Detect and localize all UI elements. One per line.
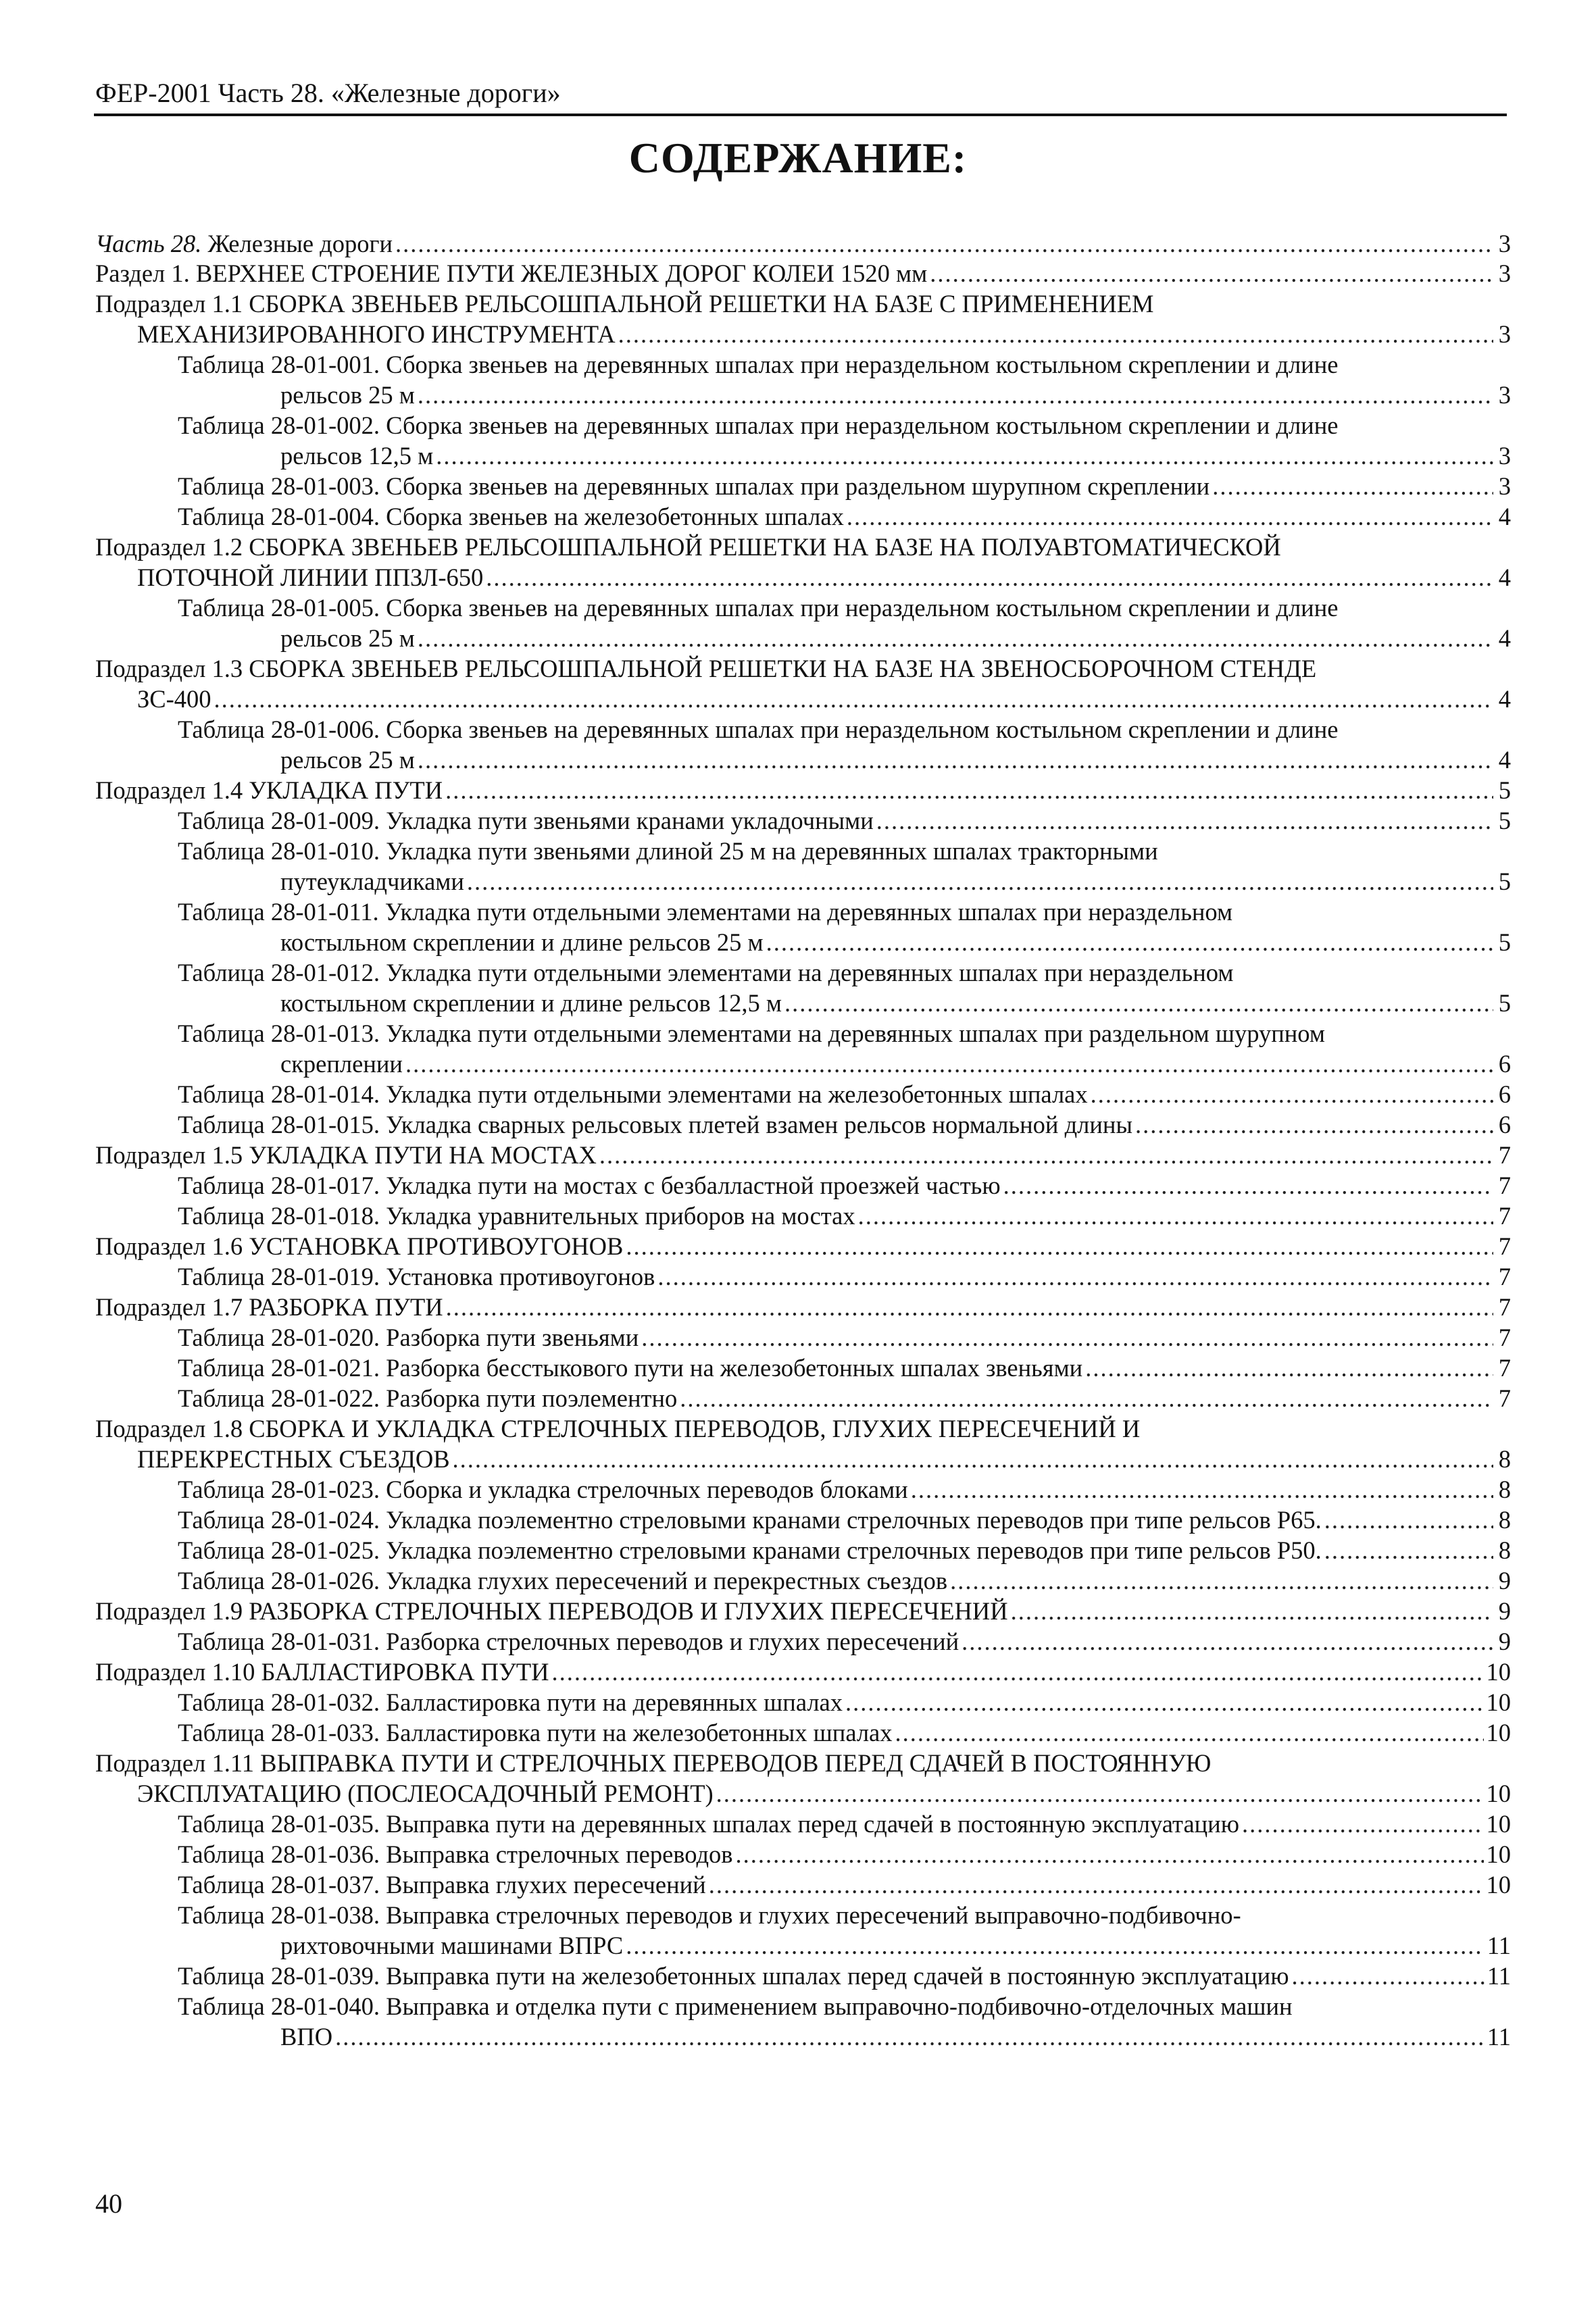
- dot-leader: [858, 1201, 1493, 1231]
- dot-leader: [1003, 1171, 1493, 1201]
- toc-page-number: 11: [1487, 2023, 1511, 2051]
- dot-leader: [1212, 472, 1493, 501]
- dot-leader: [1291, 1961, 1484, 1991]
- toc-entry: [178, 836, 1511, 866]
- dot-leader: [446, 1292, 1493, 1322]
- dot-leader: [736, 1840, 1484, 1869]
- toc-page-number: 5: [1498, 867, 1511, 895]
- toc-entry-text: костыльном скреплении и длине рельсов 25 м: [280, 928, 764, 956]
- toc-page-number: 8: [1498, 1476, 1511, 1503]
- dot-leader: [709, 1870, 1484, 1900]
- toc-entry: [178, 502, 1511, 532]
- toc-page-number: 7: [1498, 1263, 1511, 1290]
- page-number: 40: [95, 2188, 122, 2219]
- toc-entry-text: Подраздел 1.9 РАЗБОРКА СТРЕЛОЧНЫХ ПЕРЕВОДОВ И ГЛУХИХ ПЕРЕСЕЧЕНИЙ: [95, 1597, 1008, 1625]
- toc-entry: [95, 776, 1511, 805]
- toc-page-number: 3: [1498, 442, 1511, 470]
- toc-entry: [178, 593, 1511, 623]
- toc-entry-text: Таблица 28-01-037. Выправка глухих пересечений: [178, 1871, 706, 1898]
- toc-page-number: 7: [1498, 1172, 1511, 1199]
- toc-page-number: 6: [1498, 1080, 1511, 1108]
- toc-part-label: Часть 28.: [95, 230, 202, 257]
- toc-entry-text: Таблица 28-01-033. Балластировка пути на железобетонных шпалах: [178, 1719, 893, 1746]
- dot-leader: [626, 1232, 1493, 1261]
- toc-page-number: 6: [1498, 1050, 1511, 1078]
- toc-entry: [95, 229, 1511, 259]
- toc-page-number: 7: [1498, 1354, 1511, 1382]
- toc-entry-text: Подраздел 1.1 СБОРКА ЗВЕНЬЕВ РЕЛЬСОШПАЛЬНОЙ РЕШЕТКИ НА БАЗЕ С ПРИМЕНЕНИЕМ: [95, 290, 1154, 318]
- toc-page-number: 8: [1498, 1536, 1511, 1564]
- toc-page-number: 3: [1498, 381, 1511, 409]
- dot-leader: [214, 684, 1493, 714]
- toc-entry-text: Таблица 28-01-024. Укладка поэлементно стреловыми кранами стрелочных переводов при типе рельсов Р65.: [178, 1506, 1322, 1534]
- toc-entry: [280, 988, 1511, 1018]
- toc-page-number: 8: [1498, 1445, 1511, 1473]
- toc-page-number: 9: [1498, 1628, 1511, 1655]
- toc-entry-text: Раздел 1. ВЕРХНЕЕ СТРОЕНИЕ ПУТИ ЖЕЛЕЗНЫХ ДОРОГ КОЛЕИ 1520 мм: [95, 259, 928, 287]
- toc-entry-text: Подраздел 1.6 УСТАНОВКА ПРОТИВОУГОНОВ: [95, 1232, 624, 1260]
- toc-entry-text: Таблица 28-01-014. Укладка пути отдельными элементами на железобетонных шпалах: [178, 1080, 1088, 1108]
- toc-entry-text: путеукладчиками: [280, 867, 464, 895]
- toc-entry: [95, 1292, 1511, 1322]
- dot-leader: [847, 502, 1493, 532]
- dot-leader: [418, 745, 1493, 775]
- toc-page-number: 4: [1498, 746, 1511, 774]
- toc-entry: [95, 1749, 1511, 1778]
- toc-entry: [95, 1657, 1511, 1687]
- toc-entry-text: Таблица 28-01-019. Установка противоугонов: [178, 1263, 655, 1290]
- toc-entry-text: Таблица 28-01-011. Укладка пути отдельными элементами на деревянных шпалах при нераздельном: [178, 898, 1233, 926]
- dot-leader: [453, 1444, 1493, 1474]
- toc-entry-text: Таблица 28-01-039. Выправка пути на железобетонных шпалах перед сдачей в постоянную эксплуатацию: [178, 1962, 1289, 1990]
- toc-entry-text: Таблица 28-01-013. Укладка пути отдельными элементами на деревянных шпалах при раздельном шурупном: [178, 1020, 1325, 1047]
- toc-entry-text: Подраздел 1.4 УКЛАДКА ПУТИ: [95, 776, 443, 804]
- toc-entry-text: Подраздел 1.2 СБОРКА ЗВЕНЬЕВ РЕЛЬСОШПАЛЬНОЙ РЕШЕТКИ НА БАЗЕ НА ПОЛУАВТОМАТИЧЕСКОЙ: [95, 533, 1281, 561]
- toc-page-number: 10: [1486, 1780, 1511, 1807]
- toc-page-number: 4: [1498, 624, 1511, 652]
- toc-entry: [280, 745, 1511, 775]
- toc-entry: [178, 1262, 1511, 1292]
- toc-entry: [178, 897, 1511, 927]
- toc-entry: [178, 1870, 1511, 1900]
- toc-page-number: 7: [1498, 1141, 1511, 1169]
- dot-leader: [445, 776, 1493, 805]
- toc-entry: [178, 1110, 1511, 1140]
- toc-entry-text: рельсов 25 м: [280, 746, 415, 774]
- toc-entry: [137, 1444, 1511, 1474]
- toc-page-number: 7: [1498, 1202, 1511, 1230]
- toc-entry-text: Таблица 28-01-005. Сборка звеньев на деревянных шпалах при нераздельном костыльном скреплении и длине: [178, 594, 1339, 622]
- toc-entry-text: Подраздел 1.11 ВЫПРАВКА ПУТИ И СТРЕЛОЧНЫХ ПЕРЕВОДОВ ПЕРЕД СДАЧЕЙ В ПОСТОЯННУЮ: [95, 1749, 1212, 1777]
- toc-entry: [178, 1201, 1511, 1231]
- toc-page-number: 4: [1498, 503, 1511, 530]
- toc-page-number: 6: [1498, 1111, 1511, 1138]
- toc-entry-text: [95, 229, 393, 259]
- toc-entry: [137, 563, 1511, 593]
- toc-entry: [178, 806, 1511, 836]
- toc-entry-text: Таблица 28-01-010. Укладка пути звеньями длиной 25 м на деревянных шпалах тракторными: [178, 837, 1158, 865]
- toc-entry-text: Таблица 28-01-004. Сборка звеньев на железобетонных шпалах: [178, 503, 844, 530]
- toc-entry: [280, 928, 1511, 957]
- toc-entry-text: Таблица 28-01-003. Сборка звеньев на деревянных шпалах при раздельном шурупном скреплении: [178, 472, 1210, 500]
- toc-entry: [280, 624, 1511, 653]
- toc-entry: [178, 1961, 1511, 1991]
- dot-leader: [436, 441, 1493, 471]
- toc-part-title: Железные дороги: [201, 230, 393, 257]
- toc-page-number: 11: [1487, 1932, 1511, 1959]
- toc-page-number: 5: [1498, 928, 1511, 956]
- toc-page-number: 11: [1487, 1962, 1511, 1990]
- toc-entry: [178, 1809, 1511, 1839]
- toc-page-number: 10: [1486, 1871, 1511, 1898]
- toc-page-number: 10: [1486, 1719, 1511, 1746]
- toc-entry: [95, 654, 1511, 684]
- dot-leader: [766, 928, 1493, 957]
- toc-entry: [178, 1019, 1511, 1049]
- toc-entry-text: ПЕРЕКРЕСТНЫХ СЪЕЗДОВ: [137, 1445, 450, 1473]
- dot-leader: [467, 867, 1493, 897]
- toc-entry-text: Таблица 28-01-025. Укладка поэлементно стреловыми кранами стрелочных переводов при типе рельсов Р50.: [178, 1536, 1322, 1564]
- toc-entry: [178, 1323, 1511, 1353]
- toc-page-number: 9: [1498, 1567, 1511, 1594]
- toc-entry-text: скреплении: [280, 1050, 403, 1078]
- toc-page-number: 7: [1498, 1293, 1511, 1321]
- dot-leader: [950, 1566, 1493, 1596]
- dot-leader: [876, 806, 1493, 836]
- toc-entry-text: Подраздел 1.10 БАЛЛАСТИРОВКА ПУТИ: [95, 1658, 549, 1686]
- toc-entry: [178, 1475, 1511, 1505]
- toc-page-number: 5: [1498, 776, 1511, 804]
- toc-page-number: 3: [1498, 230, 1511, 257]
- toc-entry-text: рельсов 25 м: [280, 624, 415, 652]
- toc-page-number: 10: [1486, 1688, 1511, 1716]
- toc-entry: [178, 1353, 1511, 1383]
- toc-entry-text: Таблица 28-01-022. Разборка пути поэлементно: [178, 1384, 678, 1412]
- toc-entry: [178, 1688, 1511, 1717]
- toc-entry-text: Подраздел 1.8 СБОРКА И УКЛАДКА СТРЕЛОЧНЫХ ПЕРЕВОДОВ, ГЛУХИХ ПЕРЕСЕЧЕНИЙ И: [95, 1415, 1141, 1442]
- toc-entry: [95, 1140, 1511, 1170]
- dot-leader: [395, 229, 1493, 259]
- dot-leader: [930, 259, 1493, 288]
- dot-leader: [418, 380, 1493, 410]
- toc-page-number: 3: [1498, 259, 1511, 287]
- toc-entry: [280, 441, 1511, 471]
- toc-entry-text: Таблица 28-01-017. Укладка пути на мостах с безбалластной проезжей частью: [178, 1172, 1001, 1199]
- dot-leader: [641, 1323, 1493, 1353]
- dot-leader: [962, 1627, 1493, 1657]
- toc-entry: [178, 1505, 1511, 1535]
- toc-entry-text: Таблица 28-01-038. Выправка стрелочных переводов и глухих пересечений выправочно-подбивочно-: [178, 1901, 1241, 1929]
- toc-entry: [178, 1171, 1511, 1201]
- toc-entry-text: Таблица 28-01-015. Укладка сварных рельсовых плетей взамен рельсов нормальной длины: [178, 1111, 1132, 1138]
- dot-leader: [618, 320, 1493, 349]
- toc-entry-text: Таблица 28-01-035. Выправка пути на деревянных шпалах перед сдачей в постоянную эксплуатацию: [178, 1810, 1239, 1838]
- toc-page-number: 4: [1498, 685, 1511, 713]
- toc-entry: [178, 1840, 1511, 1869]
- toc-entry-text: ЗС-400: [137, 685, 211, 713]
- toc-entry: [178, 1901, 1511, 1930]
- toc-entry-text: Таблица 28-01-036. Выправка стрелочных переводов: [178, 1840, 733, 1868]
- dot-leader: [1011, 1596, 1493, 1626]
- contents-title: СОДЕРЖАНИЕ:: [628, 134, 968, 182]
- toc-entry-text: Таблица 28-01-021. Разборка бесстыкового пути на железобетонных шпалах звеньями: [178, 1354, 1083, 1382]
- toc-entry: [137, 684, 1511, 714]
- dot-leader: [1091, 1080, 1493, 1109]
- toc-page-number: 10: [1486, 1810, 1511, 1838]
- toc-entry-text: Таблица 28-01-023. Сборка и укладка стрелочных переводов блоками: [178, 1476, 908, 1503]
- toc-entry: [280, 380, 1511, 410]
- dot-leader: [1324, 1536, 1493, 1565]
- dot-leader: [784, 988, 1493, 1018]
- dot-leader: [895, 1718, 1484, 1748]
- dot-leader: [626, 1931, 1485, 1961]
- toc-entry-text: Таблица 28-01-009. Укладка пути звеньями кранами укладочными: [178, 807, 874, 834]
- toc-entry-text: Таблица 28-01-018. Укладка уравнительных приборов на мостах: [178, 1202, 855, 1230]
- toc-entry: [95, 259, 1511, 288]
- toc-page-number: 5: [1498, 989, 1511, 1017]
- dot-leader: [551, 1657, 1483, 1687]
- toc-entry-text: Таблица 28-01-012. Укладка пути отдельными элементами на деревянных шпалах при нераздельном: [178, 959, 1234, 986]
- dot-leader: [335, 2022, 1485, 2052]
- toc-entry-text: костыльном скреплении и длине рельсов 12,5 м: [280, 989, 782, 1017]
- toc-entry: [280, 2022, 1511, 2052]
- toc-entry: [178, 715, 1511, 745]
- toc-entry-text: Таблица 28-01-040. Выправка и отделка пути с применением выправочно-подбивочно-отделочных машин: [178, 1992, 1293, 2020]
- dot-leader: [680, 1384, 1493, 1413]
- dot-leader: [1135, 1110, 1493, 1140]
- toc-entry: [178, 1627, 1511, 1657]
- toc-entry-text: Таблица 28-01-001. Сборка звеньев на деревянных шпалах при нераздельном костыльном скреплении и длине: [178, 351, 1339, 378]
- toc-entry: [280, 1931, 1511, 1961]
- toc-entry: [178, 411, 1511, 441]
- toc-page-number: 3: [1498, 320, 1511, 348]
- dot-leader: [486, 563, 1493, 593]
- toc-entry: [95, 1232, 1511, 1261]
- toc-page-number: 4: [1498, 563, 1511, 591]
- toc-entry-text: Подраздел 1.5 УКЛАДКА ПУТИ НА МОСТАХ: [95, 1141, 597, 1169]
- dot-leader: [1242, 1809, 1484, 1839]
- toc-entry-text: рельсов 12,5 м: [280, 442, 434, 470]
- toc-entry-text: Подраздел 1.7 РАЗБОРКА ПУТИ: [95, 1293, 443, 1321]
- toc-entry-text: ПОТОЧНОЙ ЛИНИИ ППЗЛ-650: [137, 563, 484, 591]
- running-header: ФЕР-2001 Часть 28. «Железные дороги»: [95, 78, 561, 108]
- toc-entry: [95, 1414, 1511, 1444]
- toc-entry: [137, 320, 1511, 349]
- toc-page-number: 9: [1498, 1597, 1511, 1625]
- toc-entry-text: ВПО: [280, 2023, 333, 2051]
- toc-page-number: 8: [1498, 1506, 1511, 1534]
- toc-entry: [178, 1566, 1511, 1596]
- toc-entry: [178, 1718, 1511, 1748]
- toc-entry-text: ЭКСПЛУАТАЦИЮ (ПОСЛЕОСАДОЧНЫЙ РЕМОНТ): [137, 1780, 714, 1807]
- toc-entry: [178, 1080, 1511, 1109]
- toc-entry: [280, 1049, 1511, 1079]
- dot-leader: [657, 1262, 1493, 1292]
- toc-entry-text: Таблица 28-01-006. Сборка звеньев на деревянных шпалах при нераздельном костыльном скреплении и длине: [178, 715, 1339, 743]
- toc-entry: [178, 1992, 1511, 2021]
- toc-entry: [178, 958, 1511, 988]
- toc-entry: [178, 1384, 1511, 1413]
- toc-entry-text: Таблица 28-01-020. Разборка пути звеньями: [178, 1324, 639, 1351]
- toc-page-number: 3: [1498, 472, 1511, 500]
- toc-entry: [95, 289, 1511, 319]
- toc-page-number: 10: [1486, 1658, 1511, 1686]
- toc-entry: [178, 1536, 1511, 1565]
- dot-leader: [599, 1140, 1493, 1170]
- dot-leader: [1085, 1353, 1493, 1383]
- toc-entry: [95, 1596, 1511, 1626]
- toc-page-number: 7: [1498, 1324, 1511, 1351]
- toc-entry-text: рихтовочными машинами ВПРС: [280, 1932, 624, 1959]
- toc-entry: [280, 867, 1511, 897]
- toc-entry: [178, 472, 1511, 501]
- dot-leader: [405, 1049, 1493, 1079]
- dot-leader: [418, 624, 1493, 653]
- dot-leader: [911, 1475, 1493, 1505]
- dot-leader: [1324, 1505, 1493, 1535]
- toc-entry: [137, 1779, 1511, 1809]
- toc-page-number: 10: [1486, 1840, 1511, 1868]
- toc-entry: [95, 532, 1511, 562]
- toc-entry: [178, 350, 1511, 380]
- toc-entry-text: Таблица 28-01-031. Разборка стрелочных переводов и глухих пересечений: [178, 1628, 959, 1655]
- toc-page-number: 7: [1498, 1384, 1511, 1412]
- toc-entry-text: Таблица 28-01-002. Сборка звеньев на деревянных шпалах при нераздельном костыльном скреплении и длине: [178, 411, 1339, 439]
- toc-entry-text: Таблица 28-01-032. Балластировка пути на деревянных шпалах: [178, 1688, 843, 1716]
- toc-page-number: 7: [1498, 1232, 1511, 1260]
- dot-leader: [845, 1688, 1483, 1717]
- toc-page-number: 5: [1498, 807, 1511, 834]
- toc-entry-text: рельсов 25 м: [280, 381, 415, 409]
- toc-entry-text: МЕХАНИЗИРОВАННОГО ИНСТРУМЕНТА: [137, 320, 616, 348]
- toc-entry-text: Таблица 28-01-026. Укладка глухих пересечений и перекрестных съездов: [178, 1567, 948, 1594]
- toc-entry-text: Подраздел 1.3 СБОРКА ЗВЕНЬЕВ РЕЛЬСОШПАЛЬНОЙ РЕШЕТКИ НА БАЗЕ НА ЗВЕНОСБОРОЧНОМ СТЕНДЕ: [95, 655, 1317, 682]
- dot-leader: [716, 1779, 1484, 1809]
